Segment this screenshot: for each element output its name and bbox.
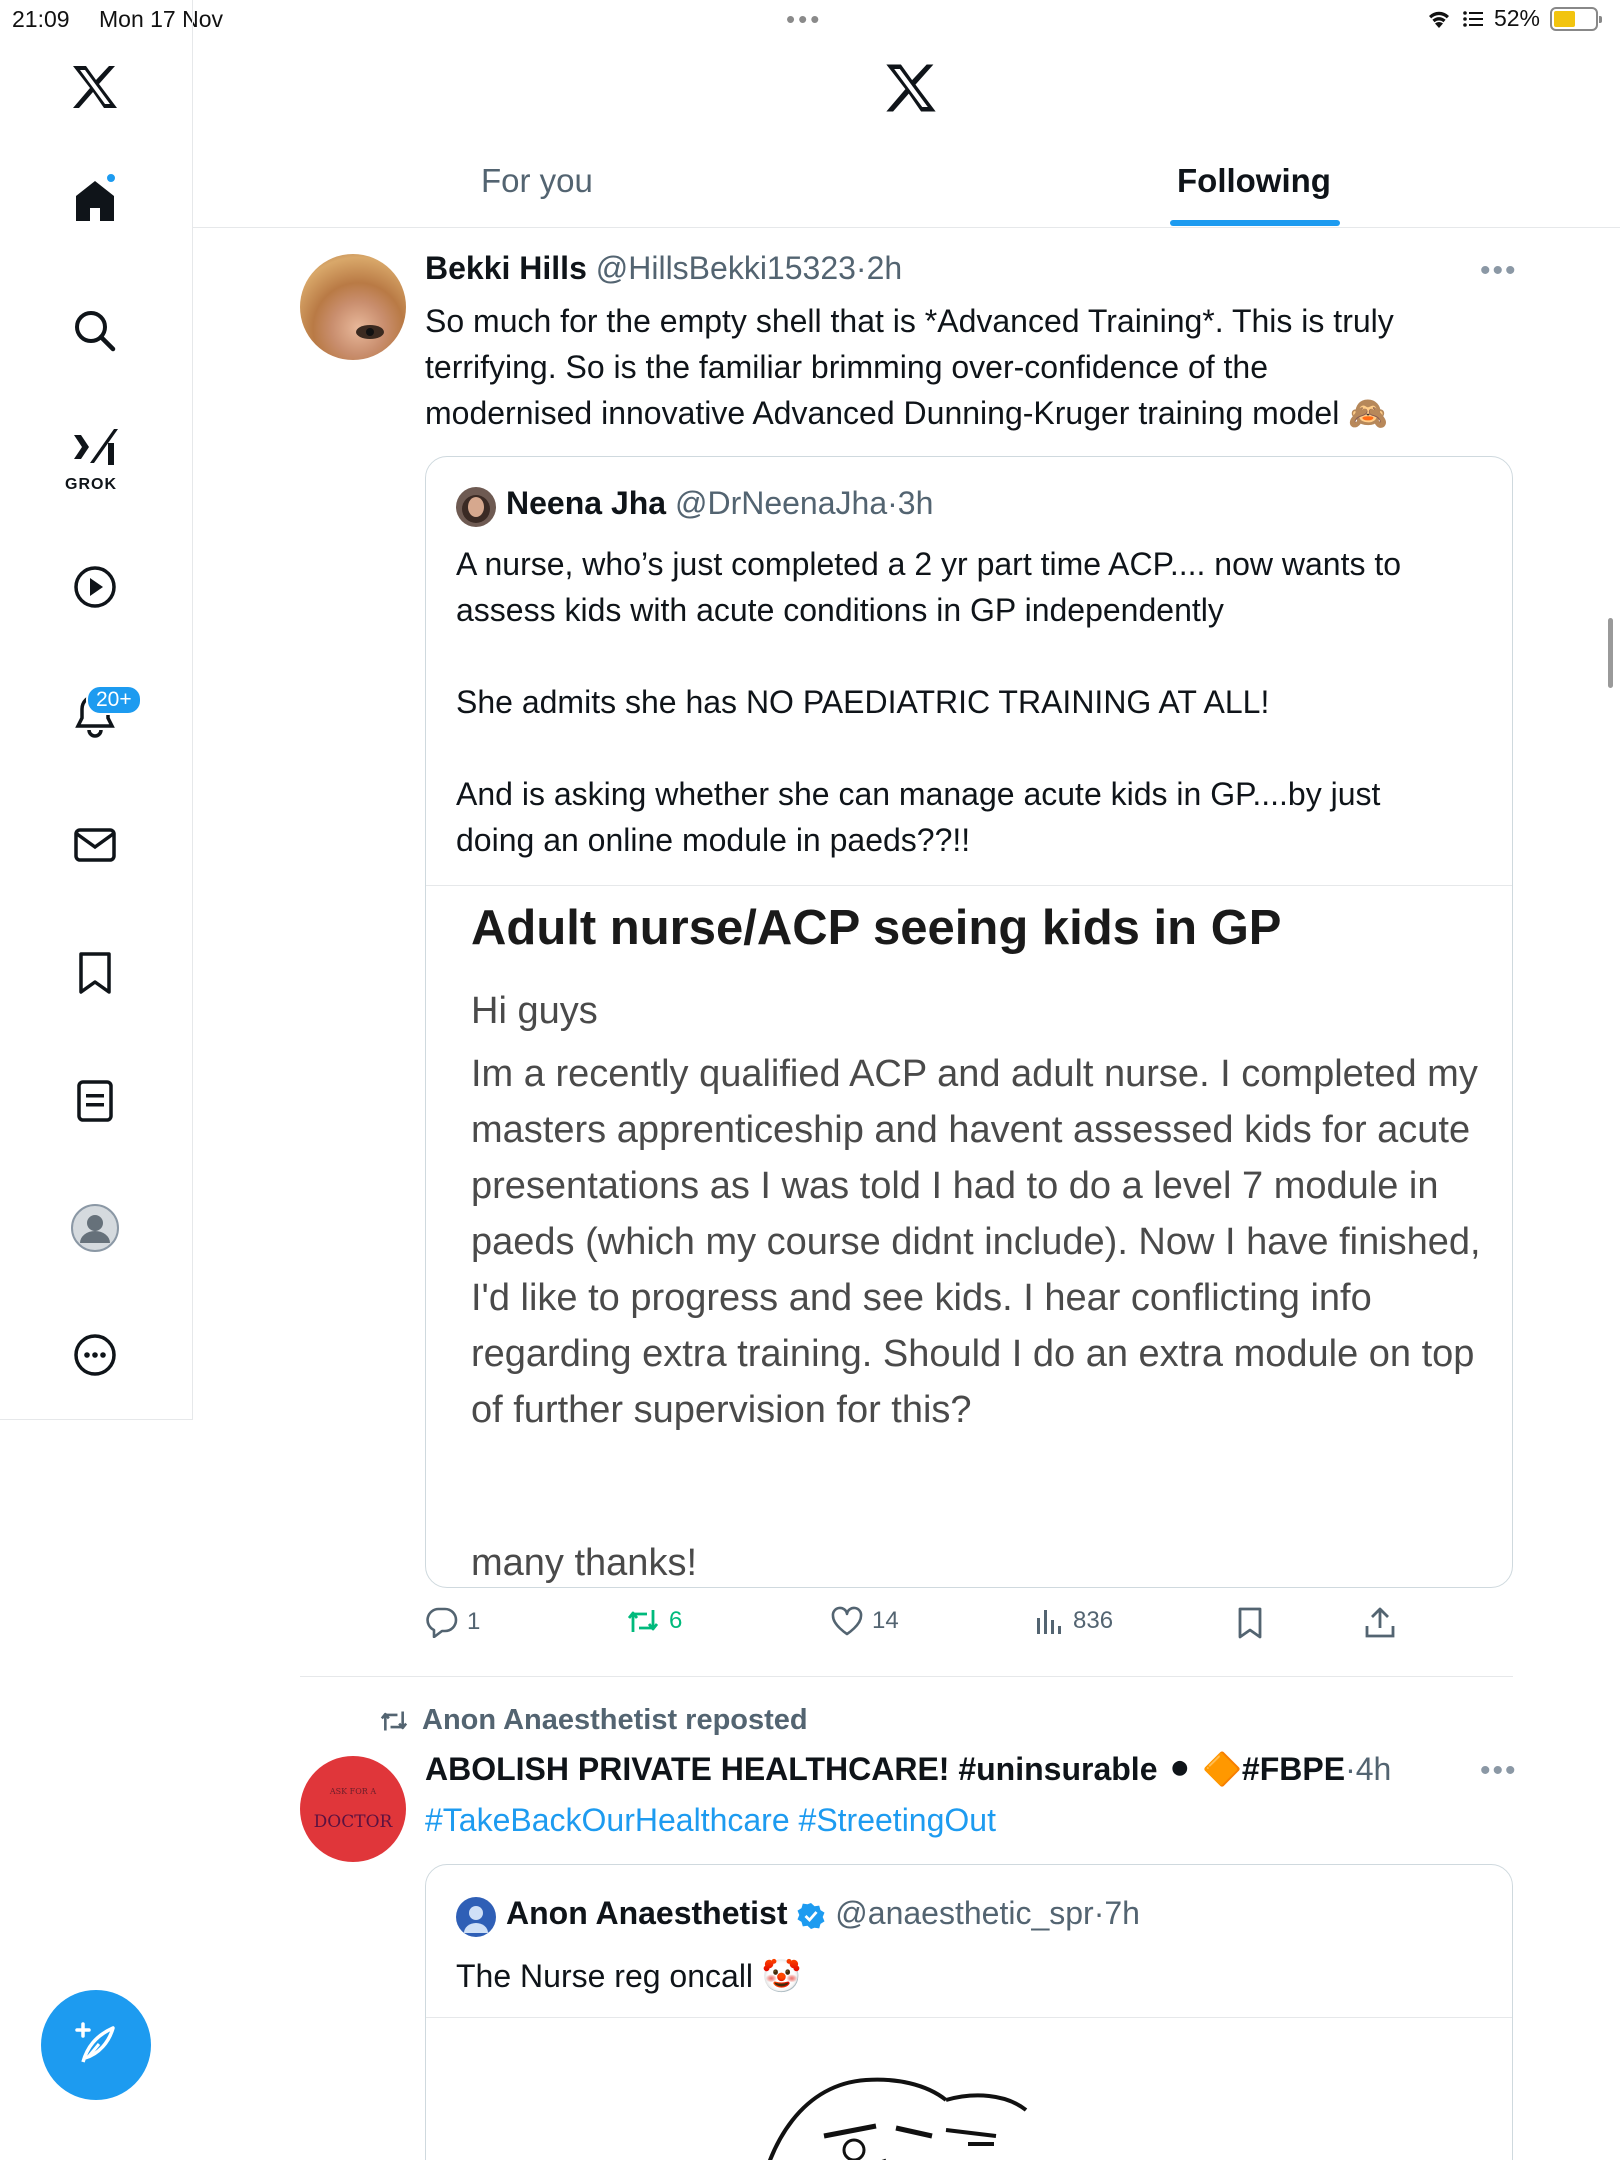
quoted-author-name: Neena Jha bbox=[506, 485, 667, 521]
quoted-post-time: 7h bbox=[1104, 1895, 1140, 1931]
quoted-post[interactable] bbox=[425, 1864, 1513, 2160]
scrollbar[interactable] bbox=[1608, 618, 1613, 688]
embed-greeting: Hi guys bbox=[471, 990, 598, 1032]
quoted-text: The Nurse reg oncall 🤡 bbox=[456, 1958, 802, 1994]
quoted-author-avatar bbox=[456, 487, 496, 527]
repost-label: Anon Anaesthetist reposted bbox=[422, 1704, 808, 1736]
post-time[interactable]: 2h bbox=[866, 250, 903, 286]
embed-paragraph: Im a recently qualified ACP and adult nurse. I completed my masters apprenticeship and havent assessed kids for acute presentations as I was told I had to do a level 7 module in paeds (which my course didnt include). Now I have finished, I'd like to progress and see kids. I hear conflicting info regarding extra training. Should I do an extra module on top of further supervision for this? bbox=[471, 1053, 1481, 1431]
embedded-meme-image[interactable] bbox=[426, 2017, 1512, 2160]
home-new-dot bbox=[105, 172, 117, 184]
tab-for-you[interactable]: For you bbox=[481, 162, 593, 199]
home-icon[interactable] bbox=[72, 178, 118, 224]
quoted-text-line: assess kids with acute conditions in GP independently bbox=[456, 592, 1224, 628]
x-logo-icon[interactable] bbox=[70, 64, 120, 110]
bookmarks-icon[interactable] bbox=[72, 950, 118, 996]
quoted-text-line: She admits she has NO PAEDIATRIC TRAINING AT ALL! bbox=[456, 684, 1270, 720]
avatar-text: DOCTOR bbox=[313, 1811, 393, 1832]
sidebar bbox=[0, 0, 193, 1420]
post-more-button[interactable]: ••• bbox=[1480, 1754, 1518, 1787]
x-header-logo-icon bbox=[883, 62, 939, 114]
author-avatar[interactable] bbox=[300, 254, 406, 360]
tab-following[interactable]: Following bbox=[1177, 162, 1331, 199]
separator-dot: · bbox=[1345, 1751, 1356, 1787]
tweet-text-line: So much for the empty shell that is *Advanced Training*. This is truly bbox=[425, 303, 1394, 339]
search-icon[interactable] bbox=[72, 308, 118, 354]
like-count: 14 bbox=[872, 1607, 899, 1634]
status-time: 21:09 bbox=[12, 6, 70, 32]
quoted-author-name: Anon Anaesthetist bbox=[506, 1895, 788, 1931]
embed-closing: many thanks! bbox=[471, 1542, 697, 1584]
video-icon[interactable] bbox=[72, 564, 118, 610]
embed-title: Adult nurse/ACP seeing kids in GP bbox=[471, 901, 1282, 955]
battery-icon bbox=[1550, 7, 1598, 31]
share-icon bbox=[1363, 1606, 1397, 1640]
post-time[interactable]: 4h bbox=[1355, 1751, 1392, 1787]
battery-level-fill bbox=[1554, 11, 1575, 27]
bookmark-icon bbox=[1235, 1606, 1265, 1640]
views-button[interactable] bbox=[1033, 1606, 1113, 1636]
multitasking-dots[interactable]: ••• bbox=[786, 4, 823, 34]
post-actions bbox=[425, 1606, 1425, 1650]
repost-button[interactable] bbox=[625, 1606, 682, 1636]
reply-button[interactable] bbox=[425, 1606, 480, 1638]
post-more-button[interactable]: ••• bbox=[1480, 254, 1518, 287]
messages-icon[interactable] bbox=[72, 822, 118, 868]
more-options-icon[interactable] bbox=[72, 1332, 118, 1378]
grok-label: GROK bbox=[65, 476, 117, 493]
quoted-text-line: doing an online module in paeds??!! bbox=[456, 822, 971, 858]
reply-count: 1 bbox=[467, 1608, 481, 1635]
status-date: Mon 17 Nov bbox=[99, 6, 224, 32]
profile-avatar-icon[interactable] bbox=[70, 1203, 120, 1253]
author-name[interactable]: Bekki Hills bbox=[425, 250, 587, 286]
verified-badge-icon bbox=[796, 1901, 826, 1931]
repost-small-icon bbox=[378, 1708, 410, 1734]
status-right bbox=[1426, 5, 1598, 32]
quoted-author-handle: @DrNeenaJha bbox=[674, 485, 888, 521]
separator-dot: · bbox=[887, 485, 898, 521]
grok-icon[interactable] bbox=[70, 425, 120, 473]
status-bar bbox=[0, 0, 1620, 40]
repost-context[interactable] bbox=[378, 1704, 808, 1737]
quoted-post-time: 3h bbox=[897, 485, 934, 521]
views-count: 836 bbox=[1073, 1607, 1114, 1634]
lists-icon[interactable] bbox=[72, 1078, 118, 1124]
author-avatar[interactable] bbox=[300, 1756, 406, 1862]
compose-post-button[interactable] bbox=[41, 1990, 151, 2100]
quoted-text-line: And is asking whether she can manage acute kids in GP....by just bbox=[456, 776, 1381, 812]
like-button[interactable] bbox=[830, 1606, 899, 1636]
reply-icon bbox=[425, 1606, 459, 1638]
author-name[interactable]: ABOLISH PRIVATE HEALTHCARE! #uninsurable ⚫ 🔶#FBPE bbox=[425, 1751, 1346, 1787]
notifications-badge: 20+ bbox=[86, 685, 142, 715]
separator-dot: · bbox=[1093, 1895, 1105, 1931]
active-tab-indicator bbox=[1170, 220, 1340, 226]
quoted-author-handle: @anaesthetic_spr bbox=[835, 1895, 1094, 1931]
timeline-header bbox=[193, 40, 1620, 228]
focus-list-icon bbox=[1462, 9, 1484, 29]
post-divider bbox=[300, 1676, 1513, 1677]
share-button[interactable] bbox=[1363, 1606, 1397, 1640]
quoted-post[interactable] bbox=[425, 456, 1513, 1588]
separator-dot: · bbox=[855, 250, 867, 286]
tweet-text-line: terrifying. So is the familiar brimming over-confidence of the bbox=[425, 349, 1269, 385]
wifi-icon bbox=[1426, 8, 1452, 30]
compose-feather-icon bbox=[69, 2018, 123, 2072]
heart-icon bbox=[830, 1606, 864, 1636]
author-handle[interactable]: @HillsBekki15323 bbox=[595, 250, 856, 286]
repost-icon bbox=[625, 1606, 661, 1636]
quoted-author-avatar bbox=[456, 1897, 496, 1937]
embedded-screenshot[interactable] bbox=[426, 885, 1512, 1588]
repost-count: 6 bbox=[669, 1607, 683, 1634]
views-icon bbox=[1033, 1606, 1065, 1636]
quoted-text-line: A nurse, who’s just completed a 2 yr part time ACP.... now wants to bbox=[456, 546, 1402, 582]
tweet-text-line: modernised innovative Advanced Dunning-Kruger training model 🙈 bbox=[425, 395, 1389, 431]
bookmark-button[interactable] bbox=[1235, 1606, 1265, 1640]
meme-face-drawing bbox=[426, 2018, 1513, 2160]
battery-percent: 52% bbox=[1493, 5, 1540, 31]
avatar-text-small: ASK FOR A bbox=[329, 1786, 377, 1796]
hashtags[interactable]: #TakeBackOurHealthcare #StreetingOut bbox=[425, 1802, 996, 1838]
